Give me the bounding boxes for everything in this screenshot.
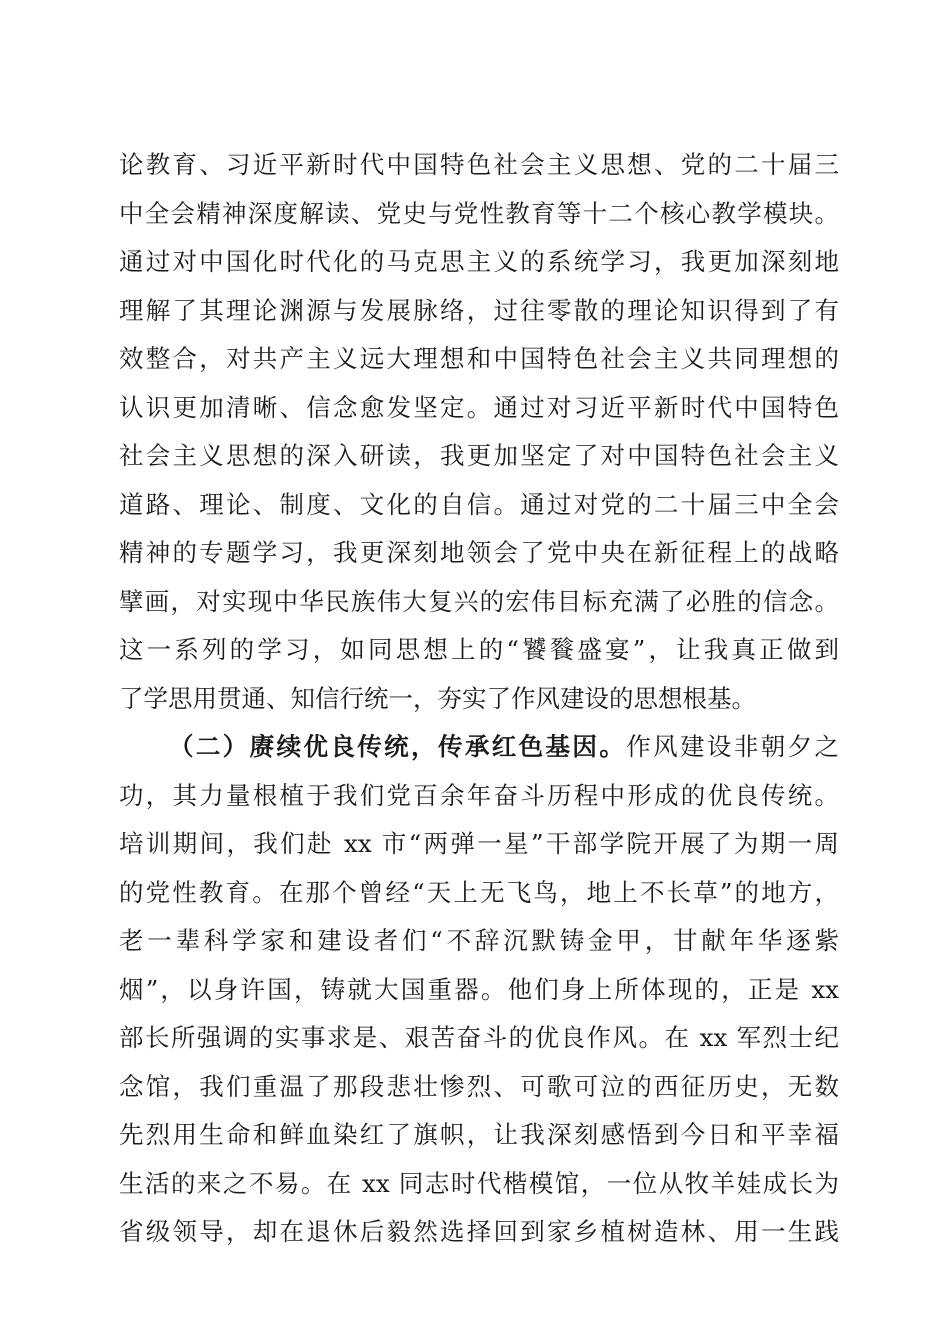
text-line: 先烈用生命和鲜血染红了旗帜，让我深刻感悟到今日和平幸福 (119, 1120, 839, 1149)
text-line: 精神的专题学习，我更深刻地领会了党中央在新征程上的战略 (119, 538, 839, 567)
text-line: 了学思用贯通、知信行统一，夯实了作风建设的思想根基。 (119, 683, 756, 713)
text-line: 这一系列的学习，如同思想上的“饕餮盛宴”，让我真正做到 (119, 635, 839, 664)
text-line: 功，其力量根植于我们党百余年奋斗历程中形成的优良传统。 (119, 780, 839, 810)
text-line: 擘画，对实现中华民族伟大复兴的宏伟目标充满了必胜的信念。 (119, 586, 839, 616)
text-line: 道路、理论、制度、文化的自信。通过对党的二十届三中全会 (119, 489, 839, 519)
text-line: 社会主义思想的深入研读，我更加坚定了对中国特色社会主义 (119, 441, 839, 470)
text-line: 培训期间，我们赴 xx 市“两弹一星”干部学院开展了为期一周 (119, 829, 839, 858)
text-line (119, 723, 839, 772)
text-line: 烟”，以身许国，铸就大国重器。他们身上所体现的，正是 xx (119, 974, 839, 1004)
text-line: 生活的来之不易。在 xx 同志时代楷模馆，一位从牧羊娃成长为 (119, 1168, 839, 1198)
text-line: 认识更加清晰、信念愈发坚定。通过对习近平新时代中国特色 (119, 392, 839, 422)
document-body (119, 141, 839, 1257)
text-line: 理解了其理论渊源与发展脉络，过往零散的理论知识得到了有 (119, 295, 839, 325)
section-heading: （二）赓续优良传统，传承红色基因。 (169, 732, 627, 761)
text-line: 省级领导，却在退休后毅然选择回到家乡植树造林、用一生践 (119, 1217, 839, 1246)
text-line: 论教育、习近平新时代中国特色社会主义思想、党的二十届三 (119, 150, 839, 179)
text-line: 中全会精神深度解读、党史与党性教育等十二个核心教学模块。 (119, 198, 839, 228)
text-line: 念馆，我们重温了那段悲壮惨烈、可歌可泣的西征历史，无数 (119, 1071, 839, 1101)
text-line: 通过对中国化时代化的马克思主义的系统学习，我更加深刻地 (119, 247, 839, 276)
paragraph-red-tradition (119, 723, 839, 1257)
text-line: 老一辈科学家和建设者们“不辞沉默铸金甲，甘献年华逐紫 (119, 926, 839, 955)
text-line: 的党性教育。在那个曾经“天上无飞鸟，地上不长草”的地方， (119, 877, 839, 907)
text-line: 部长所强调的实事求是、艰苦奋斗的优良作风。在 xx 军烈士纪 (119, 1023, 839, 1052)
text-line: 效整合，对共产主义远大理想和中国特色社会主义共同理想的 (119, 344, 839, 373)
paragraph-theory-study (119, 141, 839, 723)
heading-line-rest: 作风建设非朝夕之 (626, 732, 840, 761)
